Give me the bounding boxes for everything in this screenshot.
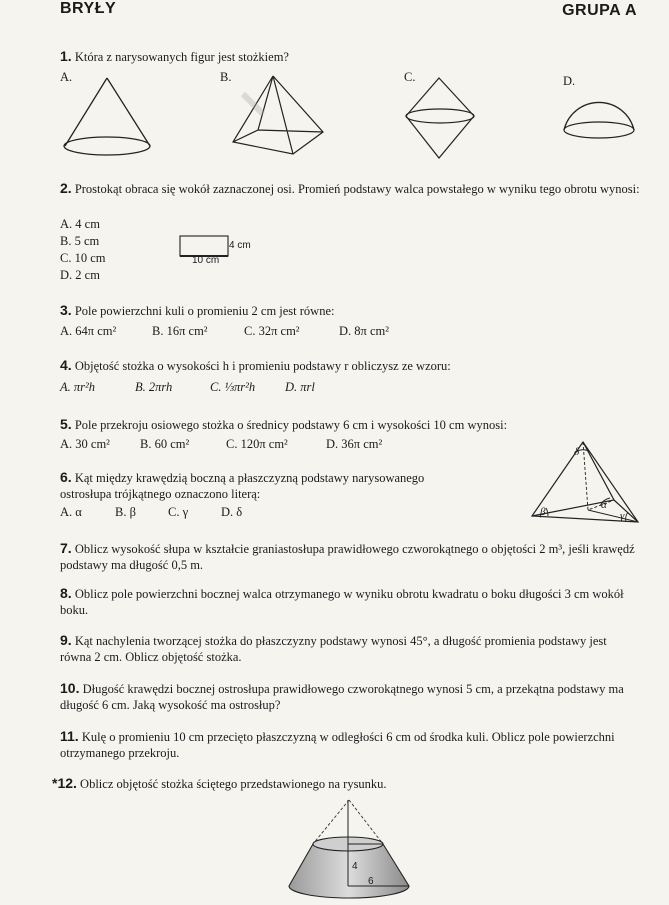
- question-7: 7. Oblicz wysokość słupa w kształcie graniastosłupa prawidłowego czworokątnego o objętości 2 m³, jeśli krawędź podstawy ma długość 0,5 m.: [60, 540, 635, 572]
- question-11: 11. Kulę o promieniu 10 cm przecięto płaszczyzną w odległości 6 cm od środka kuli. Oblicz pole powierzchni otrzymanego przekroju.: [60, 728, 615, 760]
- q2-option-c: C. 10 cm: [60, 251, 106, 265]
- q5-option-b: B. 60 cm²: [140, 437, 190, 451]
- q3-option-a: A. 64π cm²: [60, 324, 117, 338]
- angle-delta-label: δ: [574, 446, 580, 458]
- q4-option-b: B. 2πrh: [135, 380, 173, 394]
- q6-option-c: C. γ: [168, 505, 189, 519]
- rect-height-label: 4 cm: [229, 240, 251, 251]
- question-2: 2. Prostokąt obraca się wokół zaznaczonej osi. Promień podstawy walca powstałego w wyniku tego obrotu wynosi:: [60, 180, 640, 196]
- frustum-radius-label: 6: [368, 876, 374, 887]
- truncated-cone-figure: [285, 798, 415, 903]
- q2-option-d: D. 2 cm: [60, 268, 100, 282]
- q1-option-b: B.: [220, 70, 232, 84]
- frustum-height-label: 4: [352, 861, 358, 872]
- q2-option-b: B. 5 cm: [60, 234, 100, 248]
- q5-option-c: C. 120π cm²: [226, 437, 288, 451]
- section-title: BRYŁY: [60, 0, 117, 17]
- question-1: 1. Która z narysowanych figur jest stożkiem?: [60, 48, 289, 64]
- question-10: 10. Długość krawędzi bocznej ostrosłupa prawidłowego czworokątnego wynosi 5 cm, a przekątna podstawy ma długość 6 cm. Jaką wysokość ma ostrosłup?: [60, 680, 624, 712]
- q3-option-b: B. 16π cm²: [152, 324, 208, 338]
- q5-option-a: A. 30 cm²: [60, 437, 110, 451]
- q4-option-a: A. πr²h: [60, 380, 96, 394]
- hemisphere-figure: [562, 90, 642, 150]
- q1-option-a: A.: [60, 70, 73, 84]
- group-label: GRUPA A: [562, 2, 637, 19]
- q4-option-c: C. ⅓πr²h: [210, 380, 256, 394]
- q3-option-c: C. 32π cm²: [244, 324, 300, 338]
- question-3: 3. Pole powierzchni kuli o promieniu 2 cm jest równe:: [60, 302, 335, 318]
- cone-figure: [60, 76, 160, 176]
- q6-option-a: A. α: [60, 505, 82, 519]
- rect-width-label: 10 cm: [192, 255, 220, 266]
- q2-option-a: A. 4 cm: [60, 217, 100, 231]
- question-4: 4. Objętość stożka o wysokości h i promieniu podstawy r obliczysz ze wzoru:: [60, 357, 451, 373]
- question-8: 8. Oblicz pole powierzchni bocznej walca otrzymanego w wyniku obrotu kwadratu o boku długości 3 cm wokół boku.: [60, 585, 624, 617]
- q6-option-b: B. β: [115, 505, 136, 519]
- question-5: 5. Pole przekroju osiowego stożka o średnicy podstawy 6 cm i wysokości 10 cm wynosi:: [60, 416, 508, 432]
- angle-alpha-label: α: [601, 499, 607, 511]
- q1-option-d: D.: [563, 74, 576, 88]
- angle-gamma-label: γ: [620, 510, 625, 522]
- q3-option-d: D. 8π cm²: [339, 324, 389, 338]
- double-cone-figure: [404, 78, 484, 188]
- q5-option-d: D. 36π cm²: [326, 437, 383, 451]
- question-6: 6. Kąt między krawędzią boczną a płaszczyzną podstawy narysowanego ostrosłupa trójkątnego oznaczono literą:: [60, 469, 425, 501]
- q1-option-c: C.: [404, 70, 416, 84]
- q6-option-d: D. δ: [221, 505, 243, 519]
- question-9: 9. Kąt nachylenia tworzącej stożka do płaszczyzny podstawy wynosi 45°, a długość promienia podstawy jest równa 2 cm. Oblicz objętość stożka.: [60, 632, 607, 664]
- angle-beta-label: β: [540, 506, 546, 518]
- q4-option-d: D. πrl: [285, 380, 315, 394]
- question-12: *12. Oblicz objętość stożka ściętego przedstawionego na rysunku.: [52, 775, 387, 791]
- pyramid-figure: [228, 74, 338, 174]
